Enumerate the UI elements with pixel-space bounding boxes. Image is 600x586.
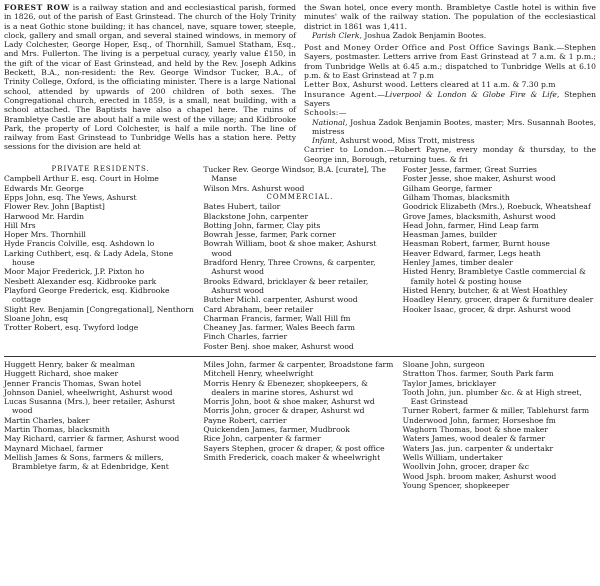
directory-entry: Hoper Mrs. Thornhill — [4, 230, 86, 240]
directory-entry: Bradford Henry, Three Crowns, & carpenter, Ashurst wood — [203, 258, 376, 277]
directory-entry: Mellish James & Sons, farmers & millers, Brambletye farm, & at Edenbridge, Kent — [4, 452, 169, 472]
directory-entry: Heasman Robert, farmer, Burnt house — [402, 239, 550, 249]
post-office-info — [304, 43, 596, 80]
parish-clerk-name: Joshua Zadok Benjamin Bootes. — [361, 30, 487, 40]
insurance-title: Insurance Agent. — [304, 89, 378, 99]
directory-entry: Trotter Robert, esq. Twyford lodge — [4, 323, 139, 333]
directory-entry: Harwood Mr. Hardin — [4, 211, 85, 221]
directory-entry: Flower Rev. John [Baptist] — [4, 202, 105, 212]
directory-entry: Payne Robert, carrier — [203, 415, 287, 425]
directory-entry: Heasman James, builder — [402, 230, 497, 240]
directory-entry: Histed Henry, Brambletye Castle commercial & family hotel & posting house — [402, 267, 586, 286]
directory-entry: Card Abraham, beer retailer — [203, 304, 314, 314]
directory-entry: Henley James, timber dealer — [402, 258, 513, 268]
directory-entry: Slight Rev. Benjamin [Congregational], Nenthorn — [4, 304, 194, 314]
directory-entry: Nesbett Alexander esq. Kidbrooke park — [4, 276, 157, 286]
directory-entry: Hyde Francis Colville, esq. Ashdown lo — [4, 239, 155, 249]
letter-box-title: Letter Box, — [304, 80, 351, 90]
directory-entry: Hill Mrs — [4, 220, 36, 230]
directory-entry: Hooker Isaac, grocer, & drpr. Ashurst wood — [402, 304, 571, 314]
directory-entry: Young Spencer, shopkeeper — [402, 480, 510, 490]
directory-entry: Morris John, boot & shoe maker, Ashurst wd — [203, 397, 375, 407]
directory-entry: Miles John, farmer & carpenter, Broadstone farm — [203, 359, 394, 369]
post-office-text: —Stephen Sayers, postmaster. Letters arrive from East Grinstead at 7 a.m. & 1 p.m.; from Tunbridge Wells at 6.45 a.m.; dispatched to Tunbridge Wells at 6.10 p.m. & to East Grinstead at 7 p.m — [304, 43, 596, 81]
swan-hotel-text: the Swan hotel, once every month. Brambletye Castle hotel is within five minutes' walk of the railway station. The population of the ecclesiastical district in 1861 was 1,411. Parish Clerk, Joshua Zadok Benjamin Bootes. — [304, 3, 596, 40]
directory-entry: Epps John, esq. The Yews, Ashurst — [4, 192, 137, 202]
intro-left-column — [4, 3, 296, 164]
bottom-column-2 — [203, 360, 396, 490]
directory-column-2 — [203, 165, 396, 351]
directory-entry: Head John, farmer, Hind Leap farm — [402, 220, 539, 230]
directory-entry: Foster Benj. shoe maker, Ashurst wood — [203, 341, 354, 351]
directory-entry: Maynard Michael, farmer — [4, 443, 103, 453]
directory-entry: Edwards Mr. George — [4, 183, 84, 193]
directory-entry: Waghorn Thomas, boot & shoe maker — [402, 425, 548, 435]
directory-entry: Martin Thomas, blacksmith — [4, 425, 110, 435]
directory-section — [4, 165, 596, 351]
directory-entry: Gilham George, farmer — [402, 183, 492, 193]
insurance-agent-info: Insurance Agent.—Liverpool & London & Globe Fire & Life, Stephen Sayers — [304, 89, 596, 108]
carrier-title: Carrier to London. — [304, 145, 387, 155]
intro-right-column — [304, 3, 596, 164]
directory-entry: Cheaney Jas. farmer, Wales Beech farm — [203, 323, 355, 333]
place-name: FOREST ROW — [4, 3, 70, 12]
directory-entry: Charman Francis, farmer, Wall Hill fm — [203, 313, 351, 323]
school-infant: Infant, Ashurst wood, Miss Trott, mistress — [312, 136, 475, 146]
directory-entry: Wells William, undertaker — [402, 452, 503, 462]
directory-entry: Gilham Thomas, blacksmith — [402, 192, 510, 202]
directory-entry: Histed Henry, butcher, & at West Hoathley — [402, 285, 568, 295]
private-residents-heading: PRIVATE RESIDENTS. — [51, 165, 150, 174]
directory-entry: Rice John, carpenter & farmer — [203, 434, 321, 444]
directory-entry: Heaver Edward, farmer, Legs heath — [402, 248, 541, 258]
schools-title: Schools:— — [304, 108, 347, 118]
post-office-title: Post and Money Order Office and Post Office Savings Bank. — [304, 43, 557, 53]
directory-entry: Taylor James, bricklayer — [402, 378, 497, 388]
directory-entry: Waters James, wood dealer & farmer — [402, 434, 546, 444]
intro-section — [4, 3, 596, 164]
directory-entry: Playford George Frederick, esq. Kidbrooke cottage — [4, 285, 170, 305]
directory-entry: Sayers Stephen, grocer & draper, & post office — [203, 443, 385, 453]
directory-entry: Morris Henry & Ebenezer, shopkeepers, & dealers in marine stores, Ashurst wd — [203, 378, 368, 397]
directory-entry: Tooth John, jun. plumber &c. & at High street, East Grinstead — [402, 387, 582, 407]
insurance-agency: —Liverpool & London & Globe Fire & Life, — [377, 89, 560, 99]
directory-entry: Wood Jsph. broom maker, Ashurst wood — [402, 471, 557, 481]
directory-entry: Jenner Francis Thomas, Swan hotel — [4, 378, 142, 388]
directory-entry: Butcher Michl. carpenter, Ashurst wood — [203, 295, 358, 305]
bottom-column-3 — [403, 360, 596, 490]
directory-entry: Bates Hubert, tailor — [203, 202, 281, 212]
commercial-continued-section — [4, 360, 596, 490]
directory-entry: Quickenden James, farmer, Mudbrook — [203, 425, 350, 435]
carrier-info: Carrier to London.—Robert Payne, every monday & thursday, to the George inn, Borough, returning tues. & fri — [304, 145, 596, 164]
directory-entry: Grove James, blacksmith, Ashurst wood — [402, 211, 556, 221]
directory-entry: May Richard, carrier & farmer, Ashurst wood — [4, 434, 180, 444]
directory-entry: Johnson Daniel, wheelwright, Ashurst wood — [4, 387, 173, 397]
directory-entry: Sloane John, surgeon — [402, 359, 485, 369]
directory-entry: Tucker Rev. George Windsor, B.A. [curate], The Manse — [203, 165, 386, 184]
directory-column-3 — [403, 165, 596, 351]
directory-entry: Finch Charles, farrier — [203, 332, 288, 342]
directory-entry: Larking Cuthbert, esq. & Lady Adela, Stone house — [4, 248, 174, 268]
directory-entry: Underwood John, farmer, Horseshoe fm — [402, 415, 556, 425]
parish-clerk-label: Parish Clerk, — [312, 30, 362, 40]
directory-entry: Campbell Arthur E. esq. Court in Holme — [4, 174, 159, 184]
directory-entry: Huggett Henry, baker & mealman — [4, 359, 135, 369]
directory-entry: Woollvin John, grocer, draper &c — [402, 462, 530, 472]
directory-entry: Martin Charles, baker — [4, 415, 90, 425]
directory-entry: Moor Major Frederick, J.P. Pixton ho — [4, 267, 145, 277]
commercial-heading: COMMERCIAL. — [266, 192, 334, 201]
directory-entry: Sloane John, esq — [4, 313, 69, 323]
directory-column-1 — [4, 165, 197, 351]
directory-entry: Blackstone John, carpenter — [203, 211, 309, 221]
directory-entry: Waters Jas. jun. carpenter & undertakr — [402, 443, 554, 453]
directory-entry: Lucas Susanna (Mrs.), beer retailer, Ashurst wood — [4, 397, 176, 416]
directory-entry: Huggett Richard, shoe maker — [4, 369, 119, 379]
forest-row-description — [4, 3, 296, 152]
directory-entry: Morris John, grocer & draper, Ashurst wd — [203, 406, 365, 416]
directory-entry: Wilson Mrs. Ashurst wood — [203, 183, 305, 193]
directory-entry: Bowrah Jesse, farmer, Park corner — [203, 230, 336, 240]
section-divider — [4, 356, 596, 357]
letter-box-info: Letter Box, Ashurst wood. Letters cleared at 11 a.m. & 7.30 p.m — [304, 80, 556, 90]
school-national: National, Joshua Zadok Benjamin Bootes, master; Mrs. Susannah Bootes, mistress — [312, 117, 596, 136]
directory-entry: Botting John, farmer, Clay pits — [203, 220, 321, 230]
directory-entry: Smith Frederick, coach maker & wheelwright — [203, 452, 381, 462]
directory-entry: Turner Robert, farmer & miller, Tablehurst farm — [402, 406, 590, 416]
directory-entry: Stratton Thos. farmer, South Park farm — [402, 369, 554, 379]
directory-entry: Bowrah William, boot & shoe maker, Ashurst wood — [203, 239, 377, 258]
directory-entry: Foster Jesse, farmer, Great Surries — [402, 165, 537, 175]
directory-entry: Mitchell Henry, wheelwright — [203, 369, 314, 379]
directory-entry: Hoadley Henry, grocer, draper & furniture dealer — [402, 295, 594, 305]
directory-entry: Brooks Edward, bricklayer & beer retailer, Ashurst wood — [203, 276, 369, 295]
directory-entry: Foster Jesse, shoe maker, Ashurst wood — [402, 174, 556, 184]
bottom-column-1 — [4, 360, 197, 490]
directory-entry: Goodrick Elizabeth (Mrs.), Roebuck, Wheatsheaf — [402, 202, 591, 212]
description-text: is a railway station and and ecclesiastical parish, formed in 1826, out of the parish of East Grinstead. The church of the Holy Trinity is a neat Gothic stone building; it has chancel, nave, square tower, steeple, clock, gallery and small organ, and several stained windows, in memory of Lady Colchester, George Hoper, Esq., of Thornhill, Samuel Statham, Esq., and Mrs. Fullerton. The living is a perpetual curacy, yearly value £150, in the gift of the vicar of East Grinstead, and held by the Rev. Joseph Adkins Beckett, B.A., non-resident: the Rev. George Windsor Tucker, B.A., of Trinity College, Oxford, is the officiating minister. There is a large National school, attended by upwards of 200 children of both sexes. The Congregational church, erected in 1859, is a small, neat building, with a school attached. The Baptists have also a chapel here. The ruins of Brambletye Castle are about half a mile west of the village; and Kidbrooke Park, the property of Lord Colchester, is half a mile north. The line of railway from East Grinstead to Tunbridge Wells has a station here. Petty sessions for the division are held at — [4, 3, 296, 152]
